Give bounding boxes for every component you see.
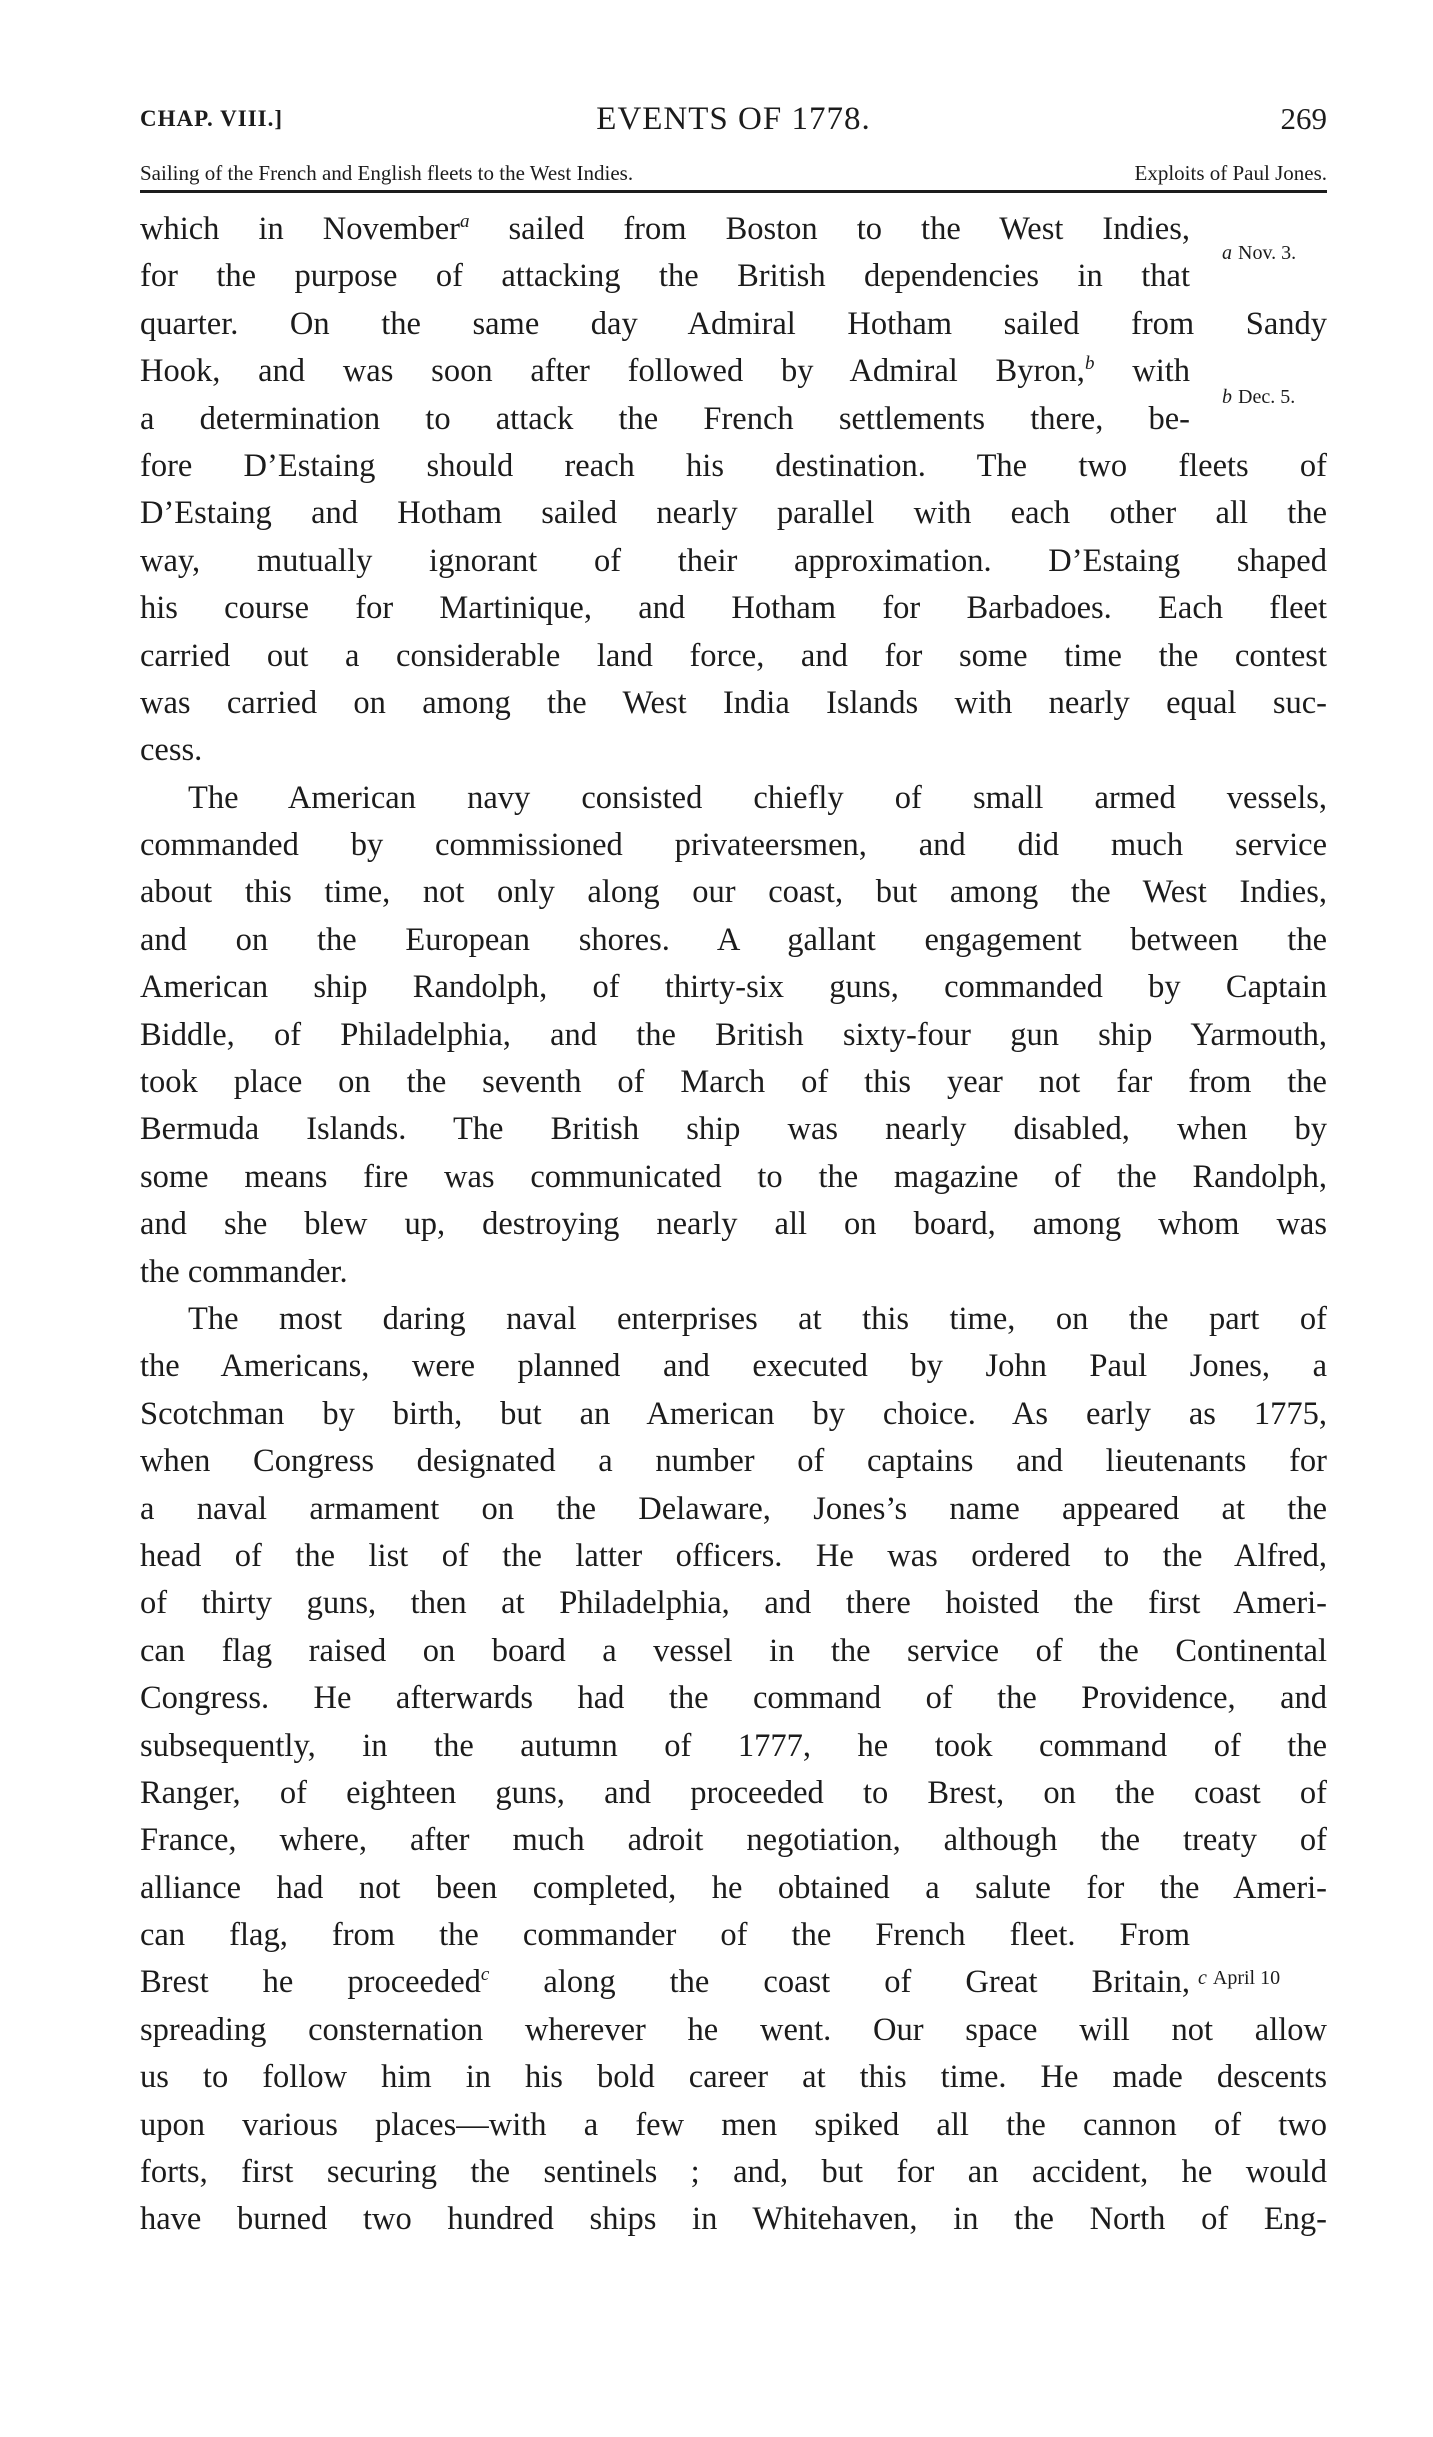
text-line: which in November$^a$ sailed from Boston to the West Indies, xyxy=(140,211,1190,247)
text-line: American ship Randolph, of thirty-six guns, commanded by Captain xyxy=(140,969,1327,1006)
margin-note: c April 10 xyxy=(1198,1967,1281,1989)
text-line: and on the European shores. A gallant engagement between the xyxy=(140,921,1327,958)
text-line: D’Estaing and Hotham sailed nearly parallel with each other all the xyxy=(140,495,1327,532)
text-line: can flag, from the commander of the French fleet. From xyxy=(140,1917,1190,1954)
text-line: a naval armament on the Delaware, Jones’s name appeared at the xyxy=(140,1490,1327,1527)
text-line: for the purpose of attacking the British dependencies in that xyxy=(140,258,1190,295)
text-line: about this time, not only along our coast, but among the West Indies, xyxy=(140,874,1327,911)
footnote-marker: a xyxy=(459,211,470,233)
text-line: carried out a considerable land force, and for some time the contest xyxy=(140,637,1327,674)
subheader-left: Sailing of the French and English fleets to the West Indies. xyxy=(140,161,634,185)
text-line: a determination to attack the French settlements there, be- xyxy=(140,400,1190,437)
text-line: us to follow him in his bold career at this time. He made descents xyxy=(140,2059,1327,2096)
section-subheader xyxy=(140,158,1327,193)
chapter-label: CHAP. VIII.] xyxy=(140,106,284,131)
text-line: commanded by commissioned privateersmen, and did much service xyxy=(140,827,1327,864)
running-head xyxy=(140,94,1327,144)
margin-note: a Nov. 3. xyxy=(1222,242,1297,264)
text-line: The most daring naval enterprises at this time, on the part of xyxy=(188,1300,1327,1337)
text-line: Hook, and was soon after followed by Admiral Byron,$^b$ with xyxy=(140,353,1191,390)
subheader-right: Exploits of Paul Jones. xyxy=(1134,161,1327,185)
text-line: when Congress designated a number of captains and lieutenants for xyxy=(140,1443,1327,1480)
text-line: was carried on among the West India Islands with nearly equal suc- xyxy=(140,684,1327,721)
text-line: the Americans, were planned and executed by John Paul Jones, a xyxy=(140,1348,1327,1385)
text-line: upon various places—with a few men spiked all the cannon of two xyxy=(140,2106,1327,2143)
page-title: EVENTS OF 1778. xyxy=(596,101,871,137)
text-line: Biddle, of Philadelphia, and the British sixty-four gun ship Yarmouth, xyxy=(140,1016,1327,1053)
text-line: Bermuda Islands. The British ship was nearly disabled, when by xyxy=(140,1111,1327,1148)
text-line: cess. xyxy=(140,732,203,769)
text-line: France, where, after much adroit negotiation, although the treaty of xyxy=(140,1822,1327,1859)
body-text xyxy=(140,206,1327,2244)
text-line: spreading consternation wherever he went. Our space will not allow xyxy=(140,2011,1327,2048)
text-line: subsequently, in the autumn of 1777, he took command of the xyxy=(140,1727,1327,1764)
footnote-marker: c xyxy=(480,1964,490,1986)
text-line: quarter. On the same day Admiral Hotham sailed from Sandy xyxy=(140,305,1327,342)
text-line: some means fire was communicated to the magazine of the Randolph, xyxy=(140,1158,1327,1195)
text-line: of thirty guns, then at Philadelphia, and there hoisted the first Ameri- xyxy=(140,1585,1327,1622)
footnote-marker: b xyxy=(1084,353,1095,375)
text-line: fore D’Estaing should reach his destination. The two fleets of xyxy=(140,447,1327,484)
text-line: Ranger, of eighteen guns, and proceeded to Brest, on the coast of xyxy=(140,1774,1327,1811)
page-number: 269 xyxy=(1280,101,1327,136)
text-line: took place on the seventh of March of this year not far from the xyxy=(140,1064,1327,1101)
text-line: way, mutually ignorant of their approximation. D’Estaing shaped xyxy=(140,542,1327,579)
text-line: forts, first securing the sentinels ; and, but for an accident, he would xyxy=(140,2154,1327,2191)
text-line: The American navy consisted chiefly of small armed vessels, xyxy=(188,779,1327,816)
text-line: can flag raised on board a vessel in the service of the Continental xyxy=(140,1632,1327,1669)
text-line: Congress. He afterwards had the command of the Providence, and xyxy=(140,1680,1327,1717)
text-line: head of the list of the latter officers. He was ordered to the Alfred, xyxy=(140,1537,1327,1574)
text-line: have burned two hundred ships in Whitehaven, in the North of Eng- xyxy=(140,2201,1327,2238)
text-line: his course for Martinique, and Hotham for Barbadoes. Each fleet xyxy=(140,590,1327,627)
margin-note: b Dec. 5. xyxy=(1222,386,1296,408)
text-line: the commander. xyxy=(140,1253,348,1290)
text-line: and she blew up, destroying nearly all on board, among whom was xyxy=(140,1206,1327,1243)
text-line: Scotchman by birth, but an American by choice. As early as 1775, xyxy=(140,1395,1327,1432)
text-line: Brest he proceeded$^c$ along the coast of Great Britain, xyxy=(140,1964,1190,2001)
text-line: alliance had not been completed, he obtained a salute for the Ameri- xyxy=(140,1869,1327,1906)
